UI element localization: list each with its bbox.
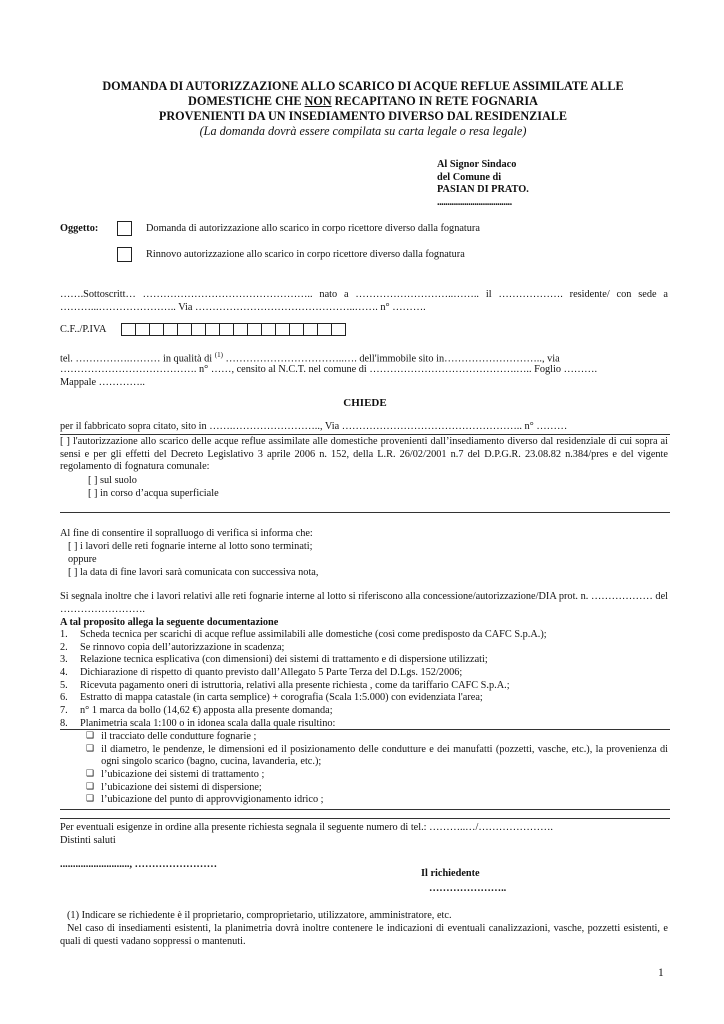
- inspection-oppure: oppure: [68, 554, 97, 565]
- cf-cell[interactable]: [191, 323, 206, 336]
- chiede-heading: CHIEDE: [343, 397, 387, 409]
- item-text: Relazione tecnica esplicativa (con dimensioni) dei sistemi di trattamento e di dispersione utilizzati;: [80, 654, 488, 666]
- cf-cell[interactable]: [289, 323, 304, 336]
- divider: [60, 434, 670, 435]
- checkbox-bullet-icon: ❑: [86, 781, 95, 792]
- title-line-2: [60, 94, 666, 109]
- page-number: 1: [658, 967, 664, 979]
- subject-checkbox-1[interactable]: [117, 221, 132, 236]
- paren-close: ): [522, 124, 527, 138]
- checkbox-bullet-icon: ❑: [86, 731, 95, 741]
- list-item: [60, 629, 670, 642]
- footnote-ref: (1): [214, 351, 223, 359]
- applicant-line-1: …….Sottoscritt… ………………………………………….. nato a ………………………..…….. il ………………. residente/ con sede a: [60, 289, 668, 300]
- title-line-3: PROVENIENTI DA UN INSEDIAMENTO DIVERSO DAL RESIDENZIALE: [158, 109, 568, 123]
- divider: [60, 809, 670, 810]
- list-item: [60, 680, 670, 693]
- inspection-intro: Al fine di consentire il sopralluogo di verifica si informa che:: [60, 528, 313, 539]
- sub-item: [86, 731, 668, 744]
- list-item: [60, 705, 670, 718]
- cf-cell[interactable]: [177, 323, 192, 336]
- addressee-line-2: del Comune di: [437, 171, 502, 183]
- item-number: 5.: [60, 679, 68, 691]
- date-line: ..........................., ……………………: [60, 859, 218, 870]
- cf-cell[interactable]: [247, 323, 262, 336]
- item-text: Dichiarazione di rispetto di quanto previsto dall’Allegato 5 Parte Terza del D.Lgs. 152/2006;: [80, 666, 463, 678]
- footnote-1: (1) Indicare se richiedente è il proprietario, comproprietario, utilizzatore, amministratore, etc.: [67, 910, 452, 921]
- inspection-option-later[interactable]: [ ] la data di fine lavori sarà comunicata con successiva nota,: [68, 567, 319, 578]
- item-number: 1.: [60, 629, 68, 640]
- sub-item: [86, 794, 668, 807]
- applicant-line-5: Mappale …………..: [60, 377, 145, 388]
- divider: [60, 729, 670, 730]
- paren-open: (: [199, 124, 204, 138]
- subject-checkbox-2[interactable]: [117, 247, 132, 262]
- item-text: Ricevuta pagamento oneri di istruttoria, relativi alla presente richiesta , come da tariffario CAFC S.p.A.;: [80, 679, 510, 691]
- cf-label: C.F../P.IVA: [60, 324, 107, 335]
- sub-item: [86, 782, 668, 795]
- item-number: 7.: [60, 704, 68, 716]
- cf-cell[interactable]: [233, 323, 248, 336]
- cf-cell[interactable]: [317, 323, 332, 336]
- checkbox-bullet-icon: ❑: [86, 794, 95, 805]
- divider: [60, 818, 670, 819]
- attachments-heading: A tal proposito allega la seguente documentazione: [60, 617, 279, 628]
- signature-dots: …………………..: [429, 883, 507, 894]
- sub-item: [86, 744, 668, 769]
- cf-cell[interactable]: [149, 323, 164, 336]
- sub-item-text: il tracciato delle condutture fognarie ;: [101, 731, 257, 742]
- item-number: 2.: [60, 641, 68, 653]
- list-item: [60, 667, 670, 680]
- sub-item-text: l’ubicazione dei sistemi di dispersione;: [101, 781, 262, 793]
- item-text: Planimetria scala 1:100 o in idonea scala dalla quale risultino:: [80, 717, 336, 729]
- addressee-line-3: PASIAN DI PRATO.: [437, 184, 529, 196]
- addressee-line-4: ....................................: [437, 196, 512, 208]
- contact-text: Per eventuali esigenze in ordine alla presente richiesta segnala il seguente numero di tel.: ………..…/………………….: [60, 822, 553, 833]
- document-title: [60, 79, 666, 139]
- item-number: 3.: [60, 654, 68, 666]
- sub-item-text: l’ubicazione dei sistemi di trattamento ;: [101, 768, 265, 780]
- applicant-line-6: per il fabbricato sopra citato, sito in …….…………………….., Via …………………………………………….. n° ………: [60, 421, 568, 432]
- list-item: [60, 654, 670, 667]
- checkbox-bullet-icon: ❑: [86, 768, 95, 779]
- sub-item-text: il diametro, le pendenze, le dimensioni ed il posizionamento delle condutture e dei manufatti (pozzetti, vasche, etc.), la provenienza di ogni singolo scarico (bagno, cucina, lavanderia, etc.);: [101, 743, 668, 768]
- applicant-line-4: …………………………………. n° ……, censito al N.C.T. nel comune di …………………………………….….. Foglio ……….: [60, 364, 598, 375]
- title-non-underlined: NON: [304, 94, 332, 108]
- sub-item: [86, 769, 668, 782]
- concession-text: Si segnala inoltre che i lavori relativi alle reti fognarie interne al lotto si riferiscono alla concessione/autorizzazione/DIA prot. n. ……………… del …………………….: [60, 591, 668, 615]
- subject-label: Oggetto:: [60, 223, 99, 234]
- cf-cell[interactable]: [331, 323, 346, 336]
- addressee: [437, 159, 529, 209]
- subject-option-1: Domanda di autorizzazione allo scarico in corpo ricettore diverso dalla fognatura: [146, 223, 480, 234]
- list-item: [60, 692, 670, 705]
- request-text: [ ] l'autorizzazione allo scarico delle acque reflue assimilate alle domestiche provenienti dall’insediamento diverso dal residenziale di cui sopra ai sensi e per gli effetti del Decreto Legislativo 3 aprile 2006 n. 152, della L.R. 26/02/2001 n.7 del D.P.G.R. 23.08.82 n.384/pres e del vigente regolamento di fognatura comunale:: [60, 436, 668, 473]
- applicant-line-2: ………...………………….. Via ………………………………………..……. n° ……….: [60, 302, 426, 313]
- addressee-line-1: Al Signor Sindaco: [437, 159, 517, 170]
- item-text: n° 1 marca da bollo (14,62 €) apposta alla presente domanda;: [80, 704, 333, 716]
- title-line-2-post: RECAPITANO IN RETE FOGNARIA: [331, 94, 538, 108]
- tel-qualita: tel. …………….……… in qualità di: [60, 353, 215, 365]
- title-note: La domanda dovrà essere compilata su carta legale o resa legale: [203, 124, 523, 138]
- title-line-4: [60, 124, 666, 139]
- cf-cell[interactable]: [219, 323, 234, 336]
- inspection-option-done[interactable]: [ ] i lavori delle reti fognarie interne al lotto sono terminati;: [68, 541, 313, 552]
- checkbox-bullet-icon: ❑: [86, 743, 95, 754]
- cf-input-grid[interactable]: [122, 323, 346, 337]
- signature-label: Il richiedente: [421, 868, 480, 879]
- cf-cell[interactable]: [163, 323, 178, 336]
- sub-item-text: l’ubicazione del punto di approvvigionamento idrico ;: [101, 794, 324, 806]
- subject-option-2: Rinnovo autorizzazione allo scarico in corpo ricettore diverso dalla fognatura: [146, 249, 465, 260]
- footnote-2: Nel caso di insediamenti esistenti, la planimetria dovrà inoltre contenere le indicazioni di eventuali canalizzazioni, vasche, pozzetti esistenti, e quali di questi vadano soppressi o mantenuti.: [60, 923, 668, 947]
- immobile-sito: ……………………………..…. dell'immobile sito in……………………….., via: [222, 353, 560, 365]
- item-text: Scheda tecnica per scarichi di acque reflue assimilabili alle domestiche (così come predisposto da CAFC S.p.A.);: [80, 629, 547, 640]
- title-line-1: DOMANDA DI AUTORIZZAZIONE ALLO SCARICO DI ACQUE REFLUE ASSIMILATE ALLE: [102, 79, 624, 93]
- cf-cell[interactable]: [275, 323, 290, 336]
- cf-cell[interactable]: [303, 323, 318, 336]
- title-line-2-pre: DOMESTICHE CHE: [188, 94, 305, 108]
- item-number: 6.: [60, 692, 68, 704]
- cf-cell[interactable]: [261, 323, 276, 336]
- item-number: 4.: [60, 666, 68, 678]
- plan-sublist: [86, 731, 668, 807]
- cf-cell[interactable]: [205, 323, 220, 336]
- item-number: 8.: [60, 717, 68, 729]
- item-text: Se rinnovo copia dell’autorizzazione in scadenza;: [80, 641, 285, 653]
- request-option-water[interactable]: [ ] in corso d’acqua superficiale: [88, 488, 219, 499]
- cf-cell[interactable]: [135, 323, 150, 336]
- item-text: Estratto di mappa catastale (in carta semplice) + corografia (Scala 1:5.000) con evidenziata l'area;: [80, 692, 483, 704]
- request-option-soil[interactable]: [ ] sul suolo: [88, 475, 137, 486]
- cf-cell[interactable]: [121, 323, 136, 336]
- attachments-list: [60, 629, 670, 730]
- divider: [60, 512, 670, 513]
- list-item: [60, 642, 670, 655]
- greeting: Distinti saluti: [60, 835, 116, 846]
